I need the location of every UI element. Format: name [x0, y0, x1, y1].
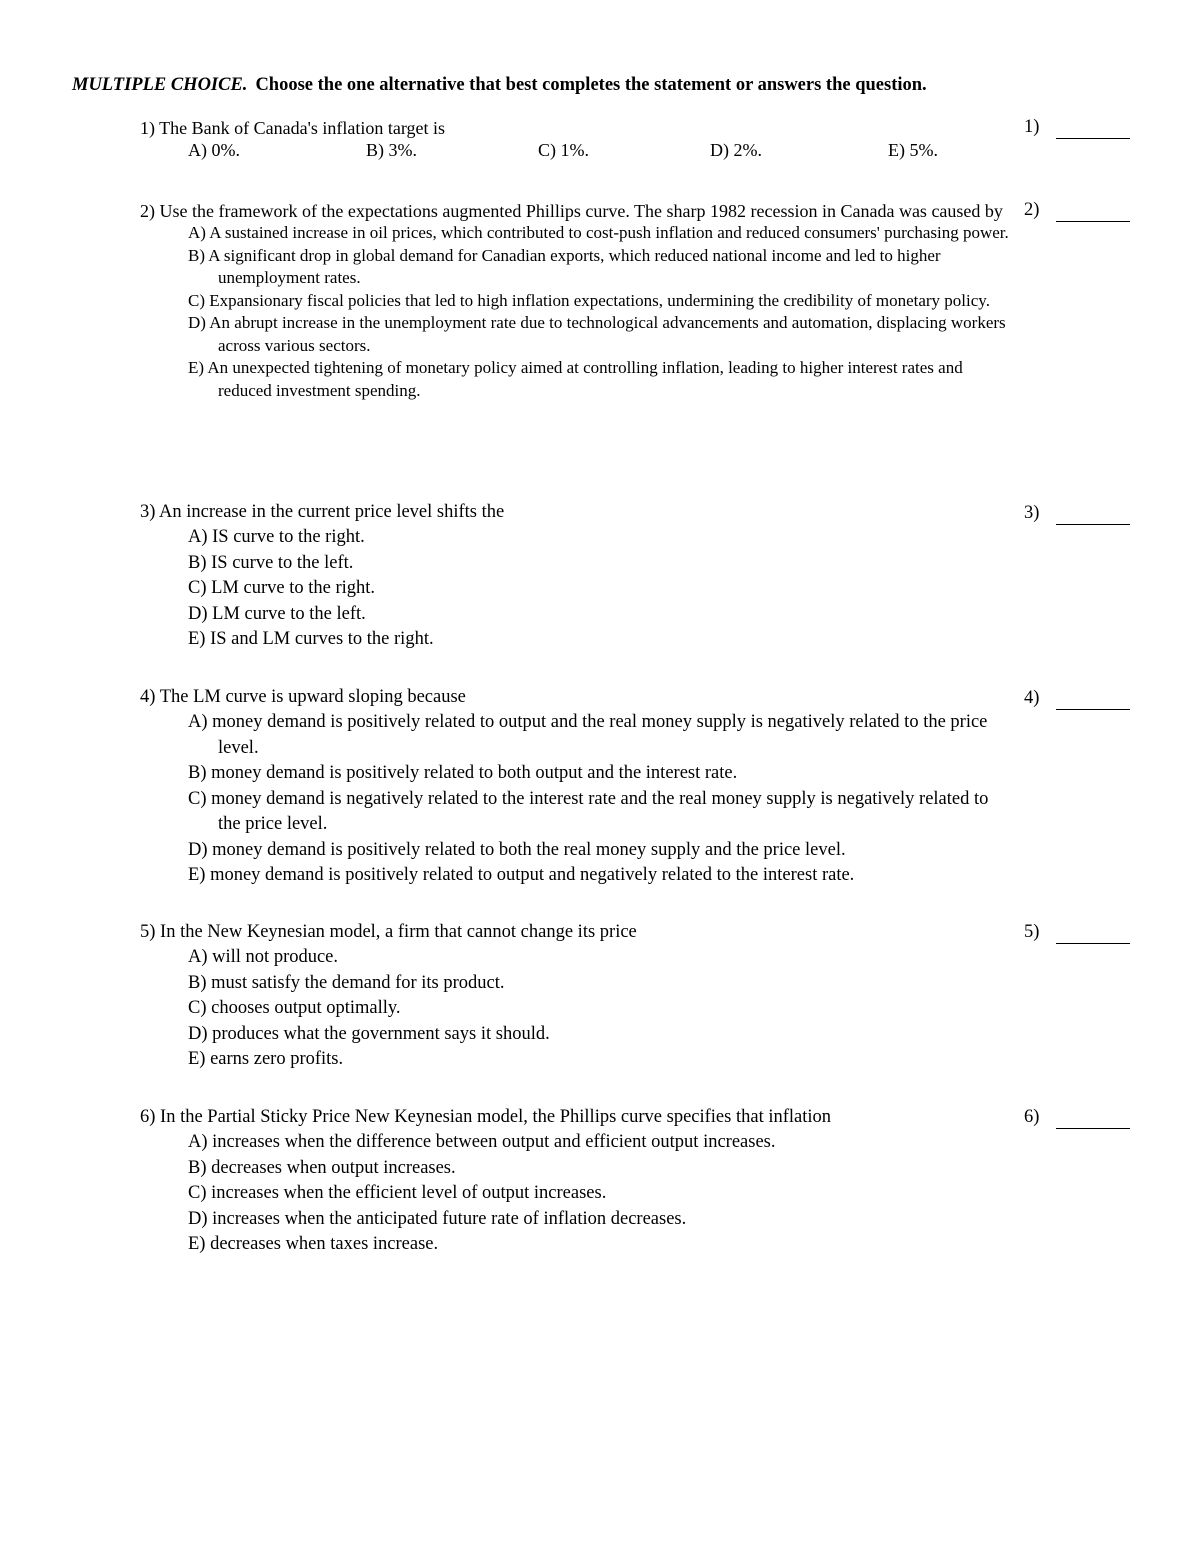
choice-b: B) decreases when output increases.	[188, 1157, 456, 1178]
choice-d: D) increases when the anticipated future rate of inflation decreases.	[188, 1208, 687, 1229]
question-4	[140, 685, 1010, 889]
answer-number: 2)	[1024, 200, 1040, 220]
question-stem: 4) The LM curve is upward sloping because	[140, 687, 466, 707]
choice-b: B) 3%.	[366, 140, 417, 160]
choice-a: A) IS curve to the right.	[188, 527, 365, 547]
question-2	[140, 200, 1010, 402]
choice-c: C) Expansionary fiscal policies that led to high inflation expectations, undermining the credibility of monetary policy.	[188, 290, 990, 310]
answer-blank[interactable]	[1056, 138, 1130, 139]
choice-d: D) 2%.	[710, 140, 762, 160]
answer-blank[interactable]	[1056, 1128, 1130, 1129]
choice-e: E) An unexpected tightening of monetary policy aimed at controlling inflation, leading to higher interest rates and reduced investment spending.	[188, 358, 963, 400]
choice-e: E) IS and LM curves to the right.	[188, 629, 434, 649]
answer-slot-2	[1024, 200, 1134, 221]
instructions-text: Choose the one alternative that best completes the statement or answers the question.	[255, 75, 927, 95]
choice-b: B) IS curve to the left.	[188, 552, 354, 573]
answer-slot-6	[1024, 1107, 1134, 1128]
choice-e: E) money demand is positively related to output and negatively related to the interest rate.	[188, 865, 855, 885]
question-5	[140, 920, 1010, 1073]
answer-blank[interactable]	[1056, 943, 1130, 944]
choice-a: A) increases when the difference between output and efficient output increases.	[188, 1132, 776, 1152]
answer-number: 3)	[1024, 503, 1040, 523]
choice-c: C) increases when the efficient level of output increases.	[188, 1183, 607, 1203]
answer-number: 1)	[1024, 117, 1040, 137]
choice-list	[140, 525, 1010, 653]
answer-blank[interactable]	[1056, 709, 1130, 710]
answer-number: 4)	[1024, 688, 1040, 708]
choice-a: A) money demand is positively related to output and the real money supply is negatively related to the price level.	[188, 712, 988, 758]
answer-blank[interactable]	[1056, 221, 1130, 222]
choice-list	[140, 1130, 1010, 1258]
choice-b: B) must satisfy the demand for its product.	[188, 972, 505, 993]
choice-e: E) 5%.	[888, 140, 938, 160]
question-stem: 1) The Bank of Canada's inflation target is	[140, 118, 446, 138]
question-6	[140, 1105, 1010, 1258]
answer-slot-1	[1024, 117, 1134, 138]
question-stem: 5) In the New Keynesian model, a firm that cannot change its price	[140, 922, 637, 942]
instructions-heading	[72, 75, 927, 96]
choice-d: D) An abrupt increase in the unemployment rate due to technological advancements and automation, displacing workers across various sectors.	[188, 313, 1006, 355]
choice-e: E) earns zero profits.	[188, 1049, 344, 1069]
choice-a: A) 0%.	[188, 140, 240, 160]
choice-c: C) chooses output optimally.	[188, 998, 401, 1018]
question-stem: 2) Use the framework of the expectations augmented Phillips curve. The sharp 1982 recession in Canada was caused by	[140, 201, 1003, 221]
choice-list	[140, 945, 1010, 1073]
answer-slot-5	[1024, 922, 1134, 943]
answer-slot-3	[1024, 503, 1134, 524]
answer-slot-4	[1024, 688, 1134, 709]
choice-c: C) 1%.	[538, 140, 589, 160]
choice-d: D) money demand is positively related to both the real money supply and the price level.	[188, 839, 846, 860]
instructions-lead: MULTIPLE CHOICE.	[72, 75, 248, 95]
choice-d: D) LM curve to the left.	[188, 603, 366, 624]
question-3	[140, 500, 1010, 653]
choice-a: A) will not produce.	[188, 947, 339, 967]
choice-e: E) decreases when taxes increase.	[188, 1234, 439, 1254]
choice-c: C) LM curve to the right.	[188, 578, 376, 598]
choice-c: C) money demand is negatively related to the interest rate and the real money supply is negatively related to the price level.	[188, 788, 989, 834]
choice-b: B) money demand is positively related to both output and the interest rate.	[188, 763, 738, 783]
question-stem: 3) An increase in the current price level shifts the	[140, 502, 505, 522]
answer-number: 6)	[1024, 1107, 1040, 1127]
choice-list	[140, 710, 1010, 889]
question-1	[140, 117, 1010, 161]
choice-d: D) produces what the government says it should.	[188, 1023, 550, 1044]
question-stem: 6) In the Partial Sticky Price New Keynesian model, the Phillips curve specifies that inflation	[140, 1107, 832, 1127]
choice-list	[140, 222, 1010, 402]
answer-blank[interactable]	[1056, 524, 1130, 525]
choice-b: B) A significant drop in global demand for Canadian exports, which reduced national income and led to higher unemployment rates.	[188, 245, 941, 287]
choice-a: A) A sustained increase in oil prices, which contributed to cost-push inflation and reduced consumers' purchasing power.	[188, 223, 1009, 242]
choice-list	[140, 139, 1010, 161]
answer-number: 5)	[1024, 922, 1040, 942]
